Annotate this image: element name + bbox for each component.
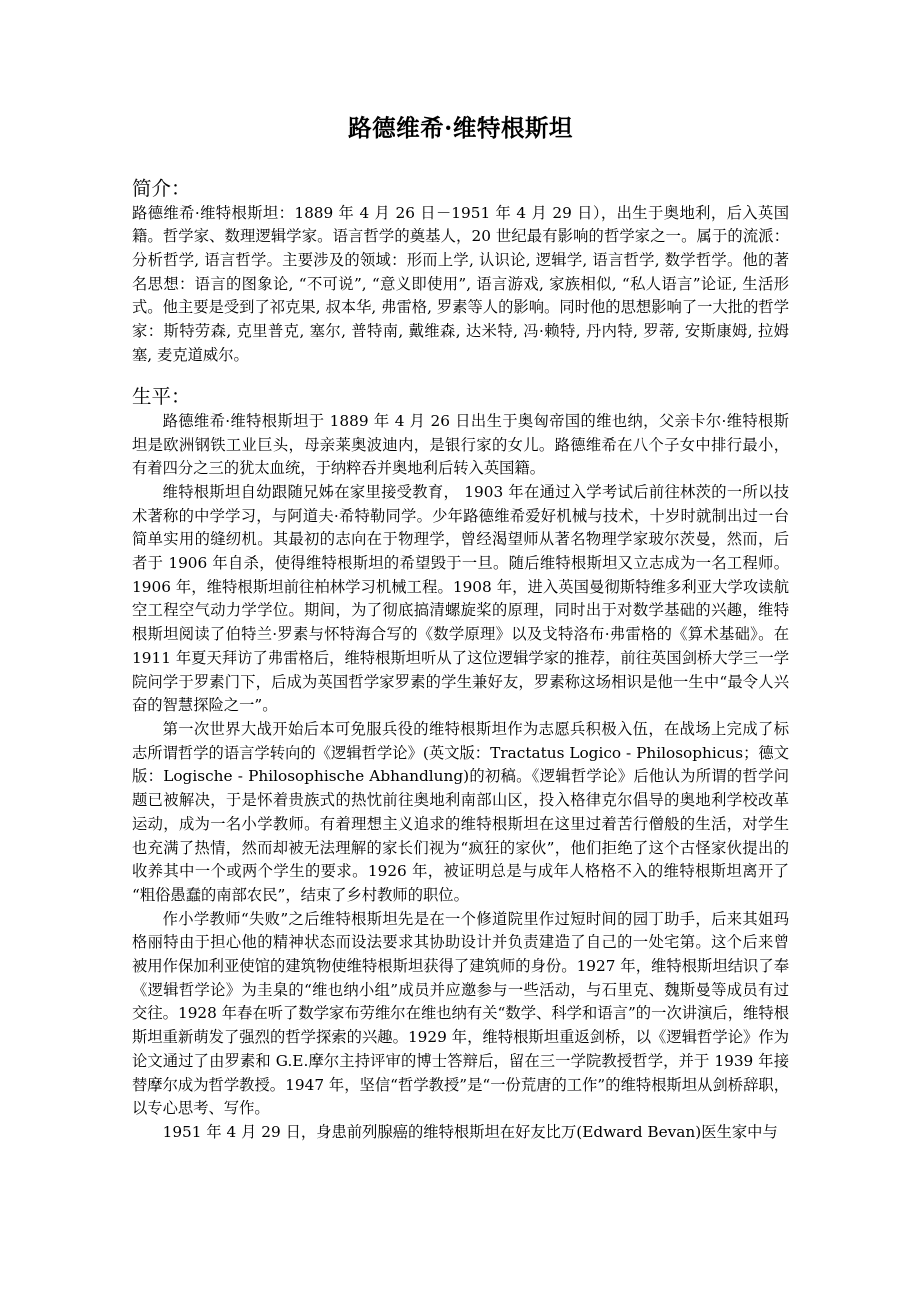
biography-paragraph-1: 路德维希·维特根斯坦于 1889 年 4 月 26 日出生于奥匈帝国的维也纳，父亲卡尔·维特根斯坦是欧洲钢铁工业巨头，母亲莱奥波迪内，是银行家的女儿。路德维希在八个子女中排行最小，有着四分之三的犹太血统，于纳粹吞并奥地利后转入英国籍。 <box>132 411 789 478</box>
biography-paragraph-4: 作小学教师“失败”之后维特根斯坦先是在一个修道院里作过短时间的园丁助手，后来其姐玛格丽特由于担心他的精神状态而设法要求其协助设计并负责建造了自己的一处宅第。这个后来曾被用作保加利亚使馆的建筑物使维特根斯坦获得了建筑师的身份。1927 年，维特根斯坦结识了奉《逻辑哲学论》为圭臬的“维也纳小组”成员并应邀参与一些活动，与石里克、魏斯曼等成员有过交往。1928 年春在听了数学家布劳维尔在维也纳有关“数学、科学和语言”的一次讲演后，维特根斯坦重新萌发了强烈的哲学探索的兴趣。1929 年，维特根斯坦重返剑桥，以《逻辑哲学论》作为论文通过了由罗素和 G.E.摩尔主持评审的博士答辩后，留在三一学院教授哲学，并于 1939 年接替摩尔成为哲学教授。1947 年，坚信“哲学教授”是“一份荒唐的工作”的维特根斯坦从剑桥辞职，以专心思考、写作。 <box>132 909 789 1118</box>
biography-paragraph-3: 第一次世界大战开始后本可免服兵役的维特根斯坦作为志愿兵积极入伍，在战场上完成了标志所谓哲学的语言学转向的《逻辑哲学论》(英文版：Tractatus Logico - Philosophicus；德文版：Logische - Philosophische Abhandlung)的初稿。《逻辑哲学论》后他认为所谓的哲学问题已被解决，于是怀着贵族式的热忱前往奥地利南部山区，投入格律克尔倡导的奥地利学校改革运动，成为一名小学教师。有着理想主义追求的维特根斯坦在这里过着苦行僧般的生活，对学生也充满了热情，然而却被无法理解的家长们视为“疯狂的家伙”，他们拒绝了这个古怪家伙提出的收养其中一个或两个学生的要求。1926 年，被证明总是与成年人格格不入的维特根斯坦离开了“粗俗愚蠢的南部农民”，结束了乡村教师的职位。 <box>132 720 789 904</box>
section-heading-introduction: 简介： <box>132 177 191 201</box>
document-content <box>132 0 789 1145</box>
introduction-paragraph: 路德维希·维特根斯坦：1889 年 4 月 26 日－1951 年 4 月 29 日），出生于奥地利，后入英国籍。哲学家、数理逻辑学家。语言哲学的奠基人，20 世纪最有影响的哲学家之一。属于的流派：分析哲学, 语言哲学。主要涉及的领域：形而上学, 认识论, 逻辑学, 语言哲学, 数学哲学。他的著名思想：语言的图象论, “不可说”, “意义即使用”, 语言游戏, 家族相似, “私人语言”论证, 生活形式。他主要是受到了祁克果, 叔本华, 弗雷格, 罗素等人的影响。同时他的思想影响了一大批的哲学家：斯特劳森, 克里普克, 塞尔, 普特南, 戴维森, 达米特, 冯·赖特, 丹内特, 罗蒂, 安斯康姆, 拉姆塞, 麦克道威尔。 <box>132 203 789 364</box>
biography-paragraph-5: 1951 年 4 月 29 日，身患前列腺癌的维特根斯坦在好友比万(Edward Bevan)医生家中与 <box>162 1122 778 1141</box>
page-title: 路德维希·维特根斯坦 <box>348 114 573 142</box>
section-heading-biography: 生平： <box>132 385 191 409</box>
biography-paragraph-2: 维特根斯坦自幼跟随兄姊在家里接受教育， 1903 年在通过入学考试后前往林茨的一所以技术著称的中学学习，与阿道夫·希特勒同学。少年路德维希爱好机械与技术，十岁时就制出过一台简单实用的缝纫机。其最初的志向在于物理学，曾经渴望师从著名物理学家玻尔茨曼，然而，后者于 1906 年自杀，使得维特根斯坦的希望毁于一旦。随后维特根斯坦又立志成为一名工程师。1906 年，维特根斯坦前往柏林学习机械工程。1908 年，进入英国曼彻斯特维多利亚大学攻读航空工程空气动力学学位。期间，为了彻底搞清螺旋桨的原理，同时出于对数学基础的兴趣，维特根斯坦阅读了伯特兰·罗素与怀特海合写的《数学原理》以及戈特洛布·弗雷格的《算术基础》。在 1911 年夏天拜访了弗雷格后，维特根斯坦听从了这位逻辑学家的推荐，前往英国剑桥大学三一学院问学于罗素门下，后成为英国哲学家罗素的学生兼好友，罗素称这场相识是他一生中“最令人兴奋的智慧探险之一”。 <box>132 482 789 715</box>
